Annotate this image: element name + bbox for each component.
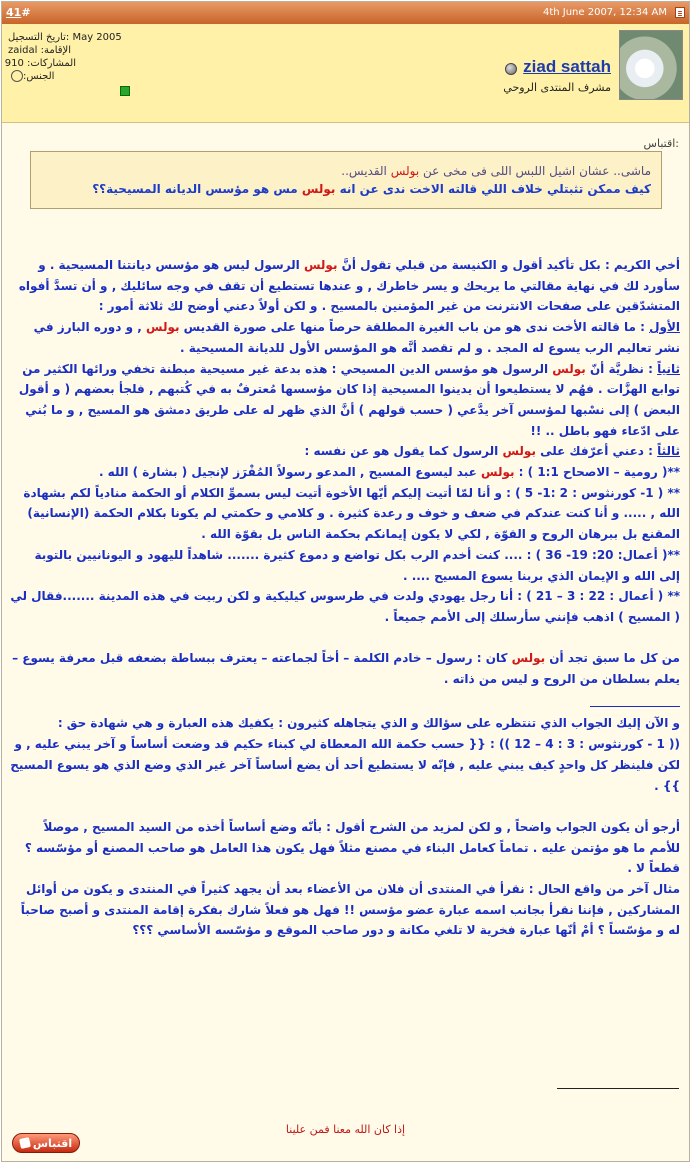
paragraph: مثال آخر من واقع الحال : نقرأ في المنتدى أن فلان من الأعضاء بعد أن يجهد كثيراً في المنتدى و يكون من أوائل المشاركين , فإننا نقرأ بجانب اسمه عبارة عضو مؤسس !! فهل هو فعلاً شارك بفكرة إقامة المنتدى و أصبح صاحباً له و مؤسّساً ؟ أمْ أنّها عبارة فخرية لا تلغي مكانة و دور صاحب الموقع و مؤسّسه الأساسي ؟؟؟ — [20, 882, 680, 938]
offline-status-icon — [505, 63, 517, 75]
quote-text: مس هو مؤسس الديانه المسيحية؟؟ — [92, 182, 302, 196]
quote-highlight: بولس — [301, 182, 336, 196]
user-details — [4, 31, 130, 96]
text: الرسول كما يقول هو عن نفسه : — [304, 444, 503, 459]
paragraph: ** ( 1- كورنثوس : 2 :1- 5 ) : و أنا لمّا أتيت إليكم أيّها الأخوة أتيت ليس بسموِّ الكلام أو الحكمة منادياً لكم بشهادة الله , ..... و أنا كنت عندكم في ضعف و خوف و رعدة كثيرة . و كلامي و حكمتي لم يكونا بكلام الحكمة (الإنسانية) المقنع بل ببرهان الروح و القوّة , لكي لا يكون إيمانكم بحكمة الناس بل بقوّة الله . — [23, 485, 680, 542]
paragraph: (( 1 - كورنثوس : 3 : 4 – 12 )) : {{ حسب حكمة الله المعطاة لي كبناء حكيم قد وضعت أساساً و آخر يبني عليه , و لكن فلينظر كل واحدٍ كيف يبني عليه , فإنّه لا يستطيع أحد أن يضع أساساً آخر غير الذي وضع الذي هو يسوع المسيح }} . — [10, 737, 680, 793]
post-document-icon — [675, 7, 685, 18]
user-location: الإقامة: zaidal — [8, 45, 71, 56]
paragraph: أرجو أن يكون الجواب واضحاً , و لكن لمزيد من الشرح أقول : بأنّه وضع أساساً أخذه من السيد المسيح , موصلاً للأمم ما هو مؤتمن عليه . تماماً كعامل البناء في مصنع مثلاً فهل يكون هذا العامل هو صاحب المصنع أو مؤسّسه ؟ قطعاً لا . — [24, 819, 680, 876]
text: : نظريَّة أنّ — [585, 361, 658, 376]
text: عبد ليسوع المسيح , المدعو رسولاً المُفْرَز لإنجيل ( بشارة ) الله . — [98, 465, 481, 480]
signature: إذا كان الله معنا فمن علينا — [285, 1123, 406, 1136]
highlight-name: بولس — [145, 320, 180, 335]
spacer — [10, 796, 680, 817]
quote-text: ماشى.. عشان اشيل اللبس اللى فى مخى عن — [419, 164, 651, 178]
paragraph — [10, 255, 680, 317]
highlight-name: بولس — [303, 258, 338, 272]
paragraph: ** ( أعمال : 22 : 3 – 21 ) : أنا رجل يهودي ولدت في طرسوس كيليكية و لكن ربيت في هذه المدينة .......فقال لي ( المسيح ) اذهب فإنني سأرسلك إلى الأمم جميعاً . — [10, 589, 680, 624]
text: **( رومية – الاصحاح 1:1 ) : — [514, 465, 680, 480]
quote-box — [30, 151, 662, 209]
spacer — [10, 628, 680, 649]
gender-row — [8, 70, 124, 83]
paragraph: و الآن إليك الجواب الذي تنتظره على سؤالك و الذي يتجاهله كثيرون : يكفيك هذه العبارة و هي شهادة حق : — [57, 716, 680, 731]
post-content — [2, 123, 689, 1161]
avatar — [619, 30, 683, 100]
text: الرسول ليس هو مؤسس ديانتنا المسيحية . و سأورد لك في نهاية مقالتي ما يريحك و يسر خاطرك , و عندها تستطيع أن تقف في وجه سائليك , و أن تسدَّ أفواه المتشدّقين على صفحات الانترنت من غير المؤمنين بالمسيح . و لكن أولاً دعني أوضح لك ثلاثة أمور : — [18, 258, 680, 314]
paragraph — [10, 648, 680, 689]
post-frame — [1, 1, 690, 1162]
user-info-bar — [2, 24, 689, 123]
text: كان : رسول – خادم الكلمة – أخاً لجماعته – يعترف ببساطة بضعفه قبل معرفة يسوع – يعلم بسلطان من الروح و ليس من ذاته . — [12, 651, 680, 687]
quote-highlight: بولس — [390, 164, 420, 178]
join-date: تاريخ التسجيل: May 2005 — [8, 32, 122, 43]
quote-text: كيف ممكن تثبتلي خلاف اللي قالته الاخت ندى عن انه — [335, 182, 651, 196]
text: من كل ما سبق تجد أن — [545, 651, 680, 666]
quote-button[interactable] — [12, 1133, 80, 1153]
post-count: المشاركات: 910 — [4, 58, 76, 69]
quote-button-label: اقتباس — [32, 1137, 73, 1150]
post-body — [10, 255, 680, 941]
post-number-prefix: # — [21, 6, 31, 19]
paragraph — [10, 317, 680, 358]
text: أخي الكريم : بكل تأكيد أقول و الكنيسة من قبلي تقول أنَّ — [337, 258, 680, 272]
text: , و دوره البارز في نشر تعاليم الرب يسوع له المجد . و لم تقصد أنَّه هو المؤسس الأول للديانة المسيحية . — [33, 320, 680, 355]
post-date: 4th June 2007, 12:34 AM — [542, 7, 667, 18]
point-label: الأول — [649, 320, 680, 335]
gender-icon — [11, 70, 23, 82]
quote-line-2 — [41, 180, 651, 198]
point-label: ثالثاً — [657, 444, 680, 459]
text: : دعني أعرّفك على — [535, 444, 658, 459]
text: الرسول هو مؤسس الدين المسيحي : هذه بدعة غير مسيحية مبطنة تخفي ورائها الكثير من توابع الهزَّات . فهُم لا يستطيعوا أن يدينوا المسيحية إذا كان مؤسسها مُعترفٌ به في كُتبهم , فلجأ بعضهم ( و أقول البعض ) إلى نسْبها لمؤسس آخر يدَّعي ( حسب قولهم ) أنَّ الذي ظهر له على طريق دمشق هو المسيح , و ما بُني على ادّعاء فهو باطل .. !! — [18, 361, 680, 438]
highlight-name: بولس — [481, 465, 515, 480]
quote-line-1 — [41, 162, 651, 180]
separator — [10, 690, 680, 714]
paragraph — [10, 441, 680, 462]
paragraph: **( أعمال: 20: 19- 36 ) : .... كنت أخدم الرب بكل تواضع و دموع كثيرة ....... شاهداً لليهود و اليونانيين بالتوبة إلى الله و الإيمان الذي بربنا يسوع المسيح .... . — [34, 547, 680, 583]
signature-divider — [557, 1088, 679, 1089]
paragraph — [10, 359, 680, 442]
highlight-name: بولس — [552, 361, 586, 376]
online-status-icon — [120, 86, 130, 96]
post-header-bar — [2, 2, 689, 24]
gender-label: الجنس: — [23, 71, 55, 82]
highlight-name: بولس — [502, 444, 536, 459]
paragraph — [10, 462, 680, 483]
point-label: ثانياً — [657, 361, 680, 376]
quote-text: القديس.. — [341, 164, 391, 178]
username-link[interactable]: ziad sattah — [523, 57, 611, 76]
highlight-name: بولس — [511, 651, 546, 666]
text: : ما قالته الأخت ندى هو من باب الغيرة المطلقة حرصاً منها على صورة القديس — [179, 320, 650, 335]
quote-label: اقتباس: — [643, 137, 679, 150]
post-number — [6, 6, 31, 19]
user-title: مشرف المنتدى الروحي — [503, 81, 611, 94]
post-number-link[interactable]: 41 — [6, 6, 22, 19]
quote-pen-icon — [19, 1137, 31, 1149]
